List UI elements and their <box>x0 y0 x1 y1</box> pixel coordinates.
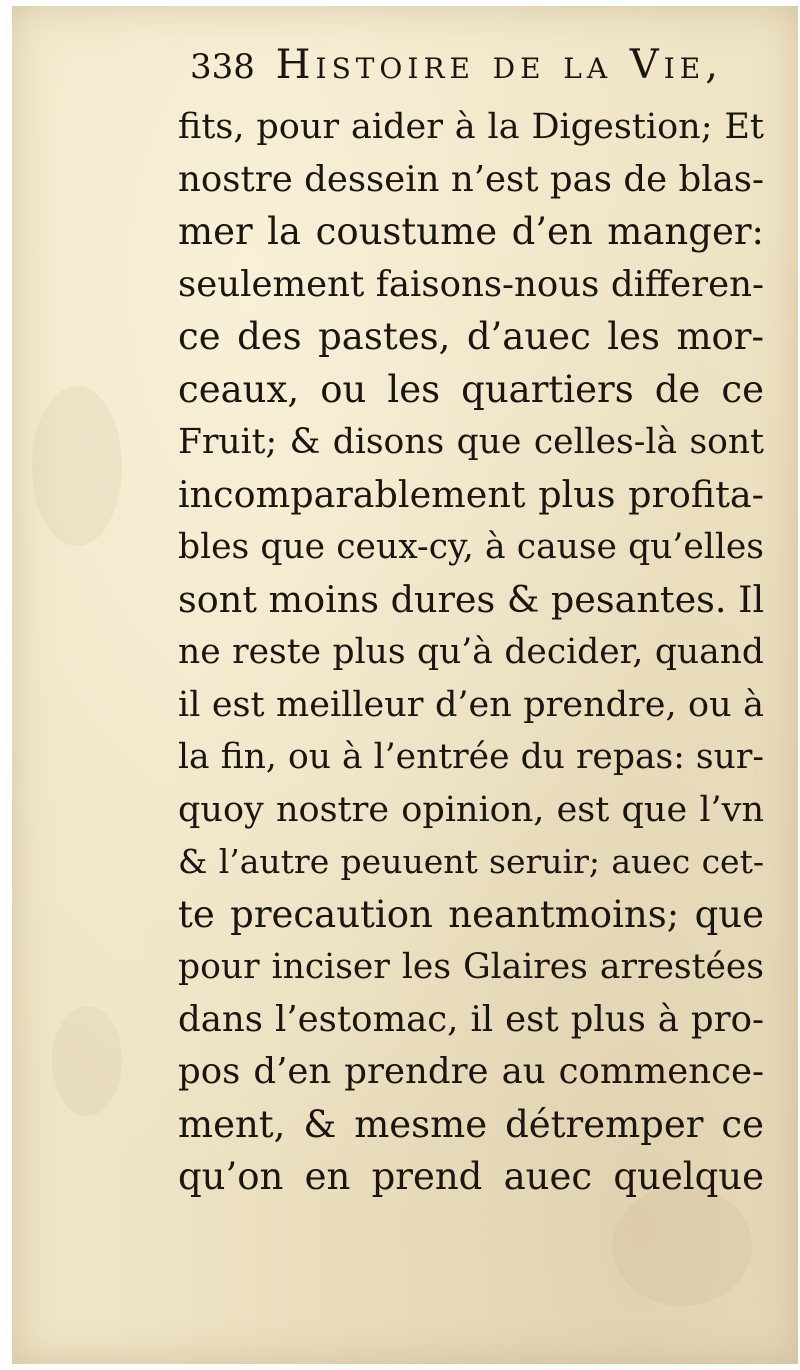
body-text <box>178 101 764 1204</box>
text-line: ne reste plus qu’à decider, quand <box>178 632 764 672</box>
page-number: 338 <box>190 47 255 87</box>
text-line: qu’on en prend auec quelque <box>178 1155 764 1198</box>
text-line: te precaution neantmoins; que <box>178 892 764 936</box>
text-line: il est meilleur d’en prendre, ou à <box>178 684 764 725</box>
paper-stain <box>52 1006 122 1116</box>
paper-stain <box>32 386 122 546</box>
text-line: ceaux, ou les quartiers de ce <box>178 367 764 411</box>
text-line: ce des pastes, d’auec les mor- <box>178 315 764 358</box>
text-line: pos d’en prendre au commence- <box>178 1051 764 1092</box>
text-line: & l’autre peuuent seruir; auec cet- <box>178 842 764 881</box>
text-line: incomparablement plus profita- <box>178 472 764 516</box>
text-line: sont moins dures & pesantes. Il <box>178 577 765 621</box>
text-line: fits, pour aider à la Digestion; Et <box>178 107 764 147</box>
text-line: nostre dessein n’est pas de blas- <box>178 158 764 200</box>
running-title: Histoire de la Vie, <box>275 42 723 88</box>
text-line: ment, & mesme détremper ce <box>178 1102 764 1146</box>
text-line: dans l’estomac, il est plus à pro- <box>178 998 764 1040</box>
text-line: mer la coustume d’en manger: <box>178 210 764 253</box>
text-line: Fruit; & disons que celles-là sont <box>178 422 764 462</box>
text-line: la fin, ou à l’entrée du repas: sur- <box>178 737 764 777</box>
text-line: seulement faisons-nous differen- <box>178 263 764 305</box>
text-line: bles que ceux-cy, à cause qu’elles <box>178 527 764 567</box>
running-head <box>190 42 723 88</box>
text-line: quoy nostre opinion, est que l’vn <box>178 789 764 830</box>
paper-stain <box>612 1186 752 1306</box>
text-line: pour inciser les Glaires arrestées <box>178 947 764 987</box>
